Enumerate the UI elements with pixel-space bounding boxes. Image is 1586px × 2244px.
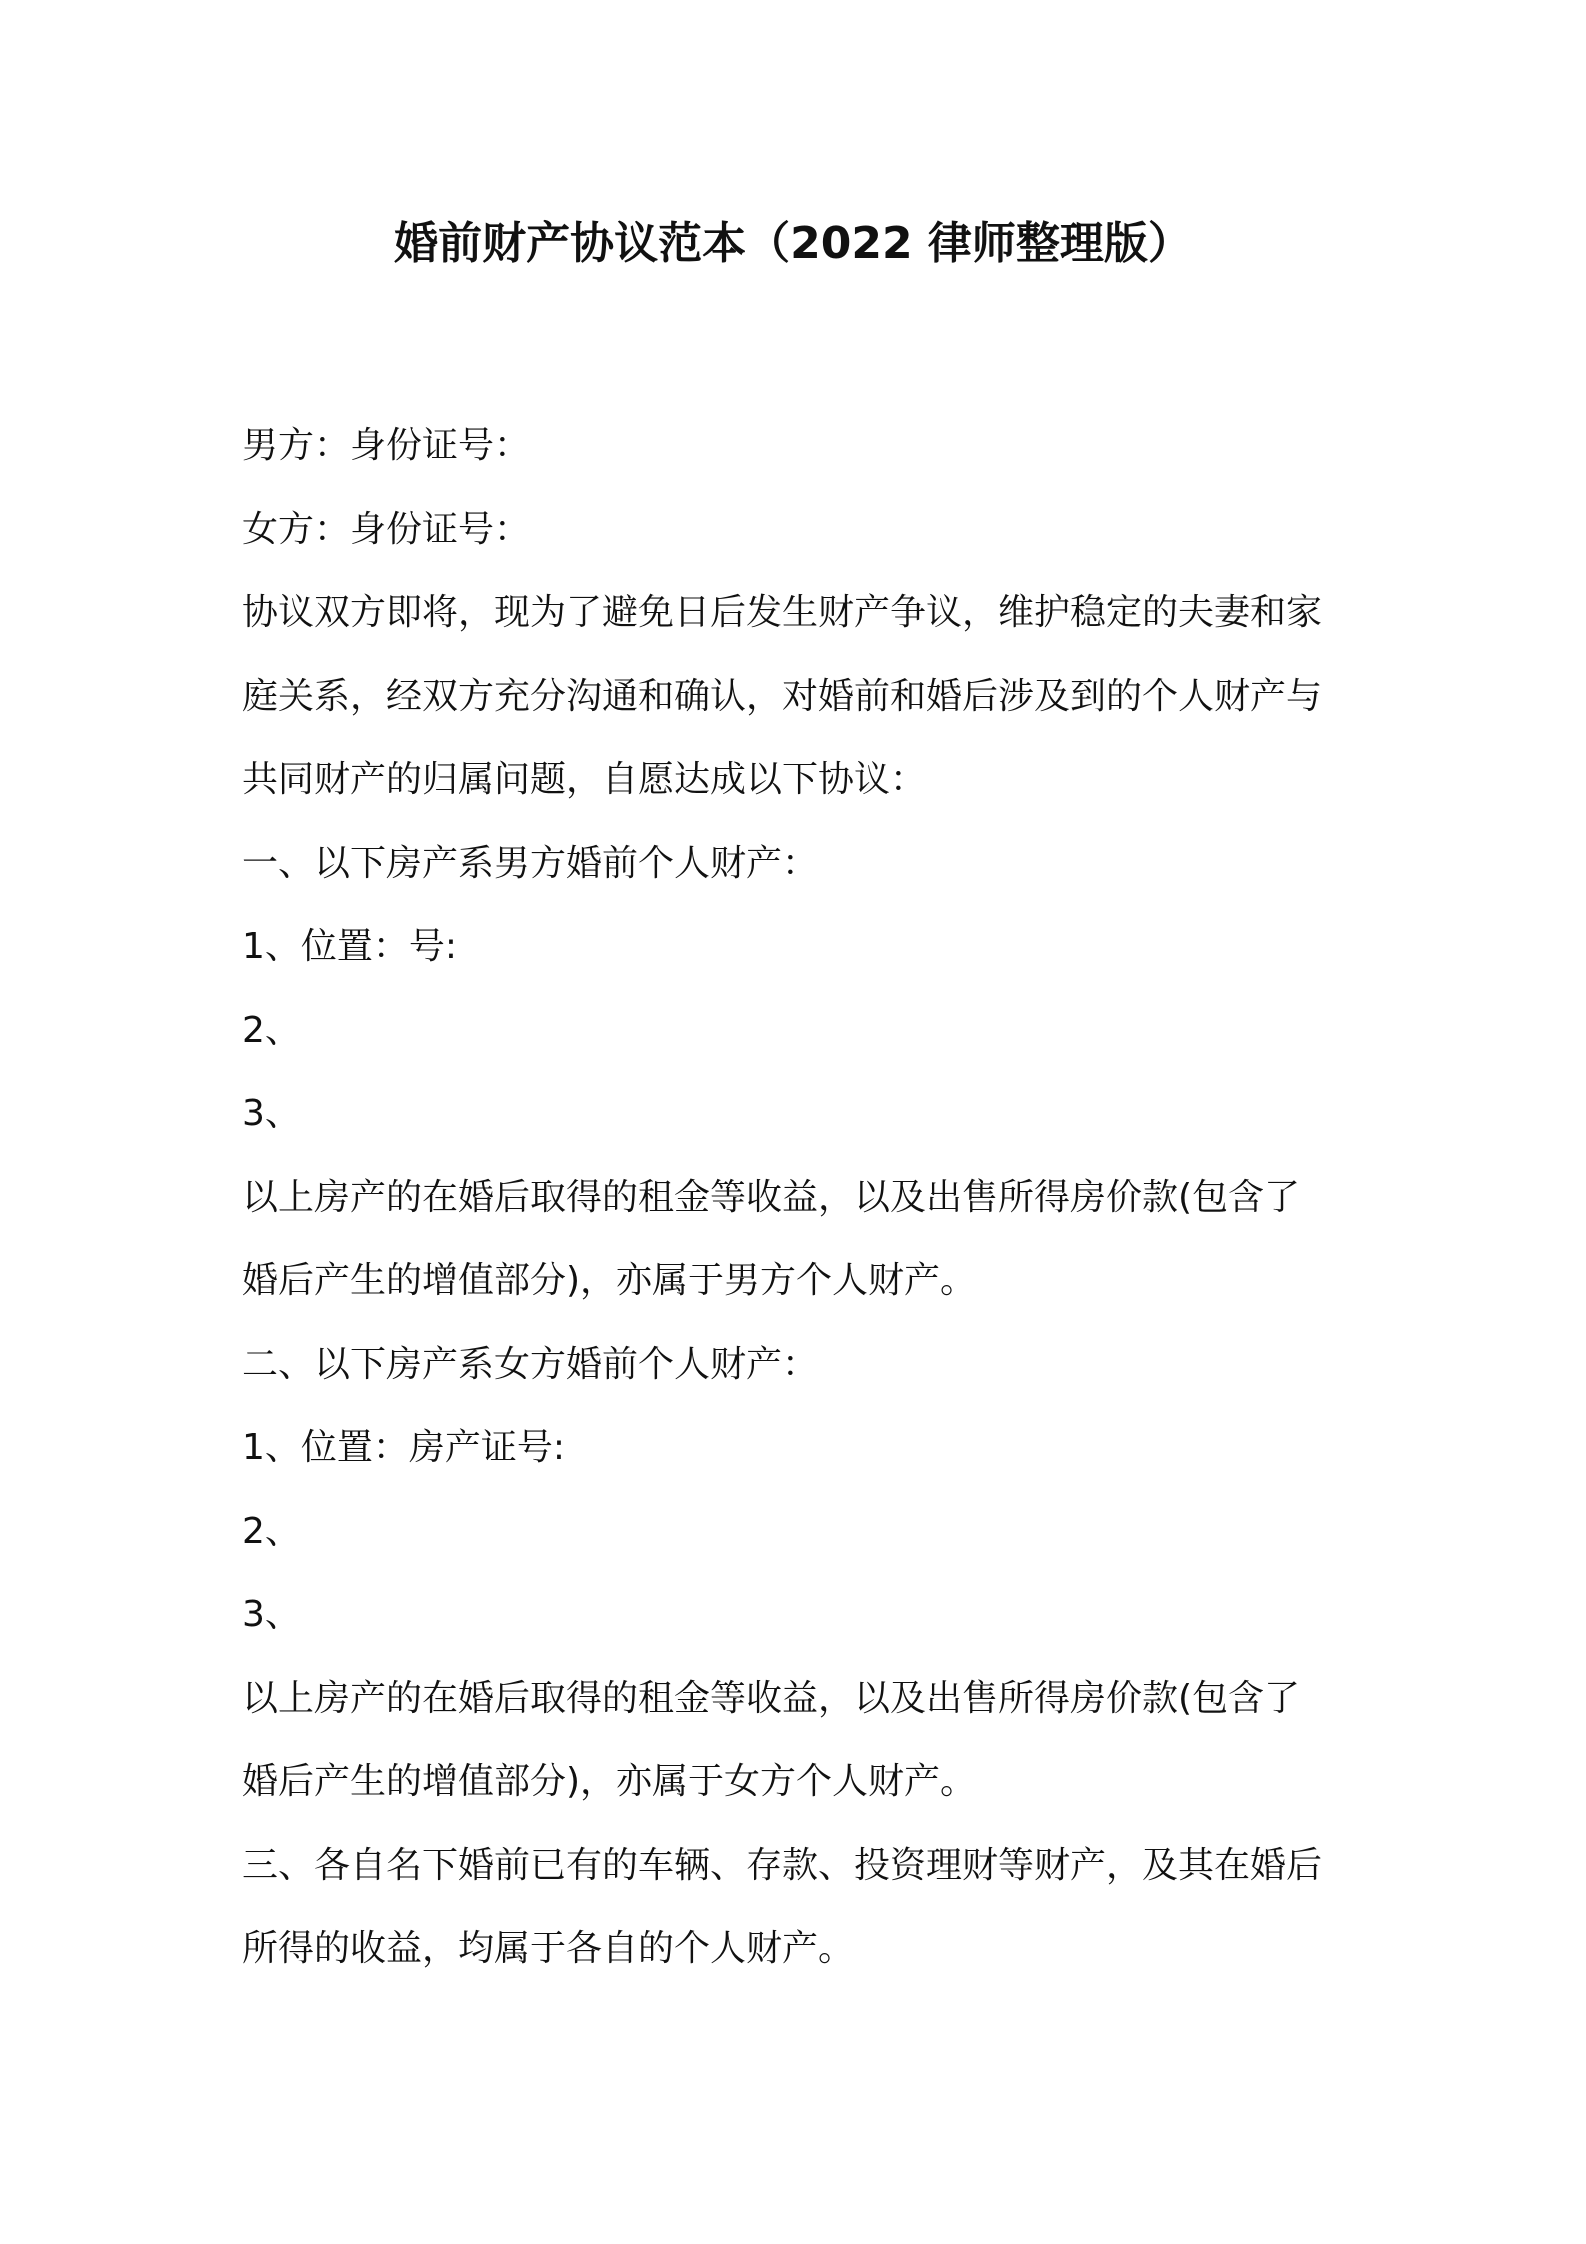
male-party-line: 男方：身份证号： [242, 425, 531, 466]
clause-2-note-line-2: 婚后产生的增值部分)，亦属于女方个人财产。 [242, 1761, 977, 1802]
clause-1-note-line-2: 婚后产生的增值部分)，亦属于男方个人财产。 [242, 1260, 977, 1301]
clause-1-heading: 一、以下房产系男方婚前个人财产： [242, 842, 819, 884]
clause-2-item-3: 3、 [242, 1594, 301, 1635]
clause-2-item-1: 1、位置：房产证号: [242, 1427, 566, 1468]
female-party-line: 女方：身份证号： [242, 508, 531, 550]
clause-2-heading: 二、以下房产系女方婚前个人财产： [242, 1343, 819, 1385]
document-body [242, 404, 1362, 1991]
clause-1-item-2: 2、 [242, 1009, 301, 1051]
clause-3-line-2: 所得的收益，均属于各自的个人财产。 [242, 1928, 855, 1969]
preamble-line-3: 共同财产的归属问题，自愿达成以下协议： [242, 759, 927, 800]
clause-3-line-1: 三、各自名下婚前已有的车辆、存款、投资理财等财产，及其在婚后 [242, 1844, 1323, 1886]
preamble-line-2: 庭关系，经双方充分沟通和确认，对婚前和婚后涉及到的个人财产与 [242, 675, 1323, 717]
clause-1-item-1: 1、位置：号: [242, 926, 458, 967]
clause-2-item-2: 2、 [242, 1510, 301, 1552]
clause-1-note-line-1: 以上房产的在婚后取得的租金等收益，以及出售所得房价款(包含了 [242, 1176, 1301, 1218]
preamble-line-1: 协议双方即将，现为了避免日后发生财产争议，维护稳定的夫妻和家 [242, 592, 1323, 633]
clause-2-note-line-1: 以上房产的在婚后取得的租金等收益，以及出售所得房价款(包含了 [242, 1677, 1301, 1719]
clause-1-item-3: 3、 [242, 1093, 301, 1134]
document-title: 婚前财产协议范本（2022 律师整理版） [394, 218, 1192, 269]
